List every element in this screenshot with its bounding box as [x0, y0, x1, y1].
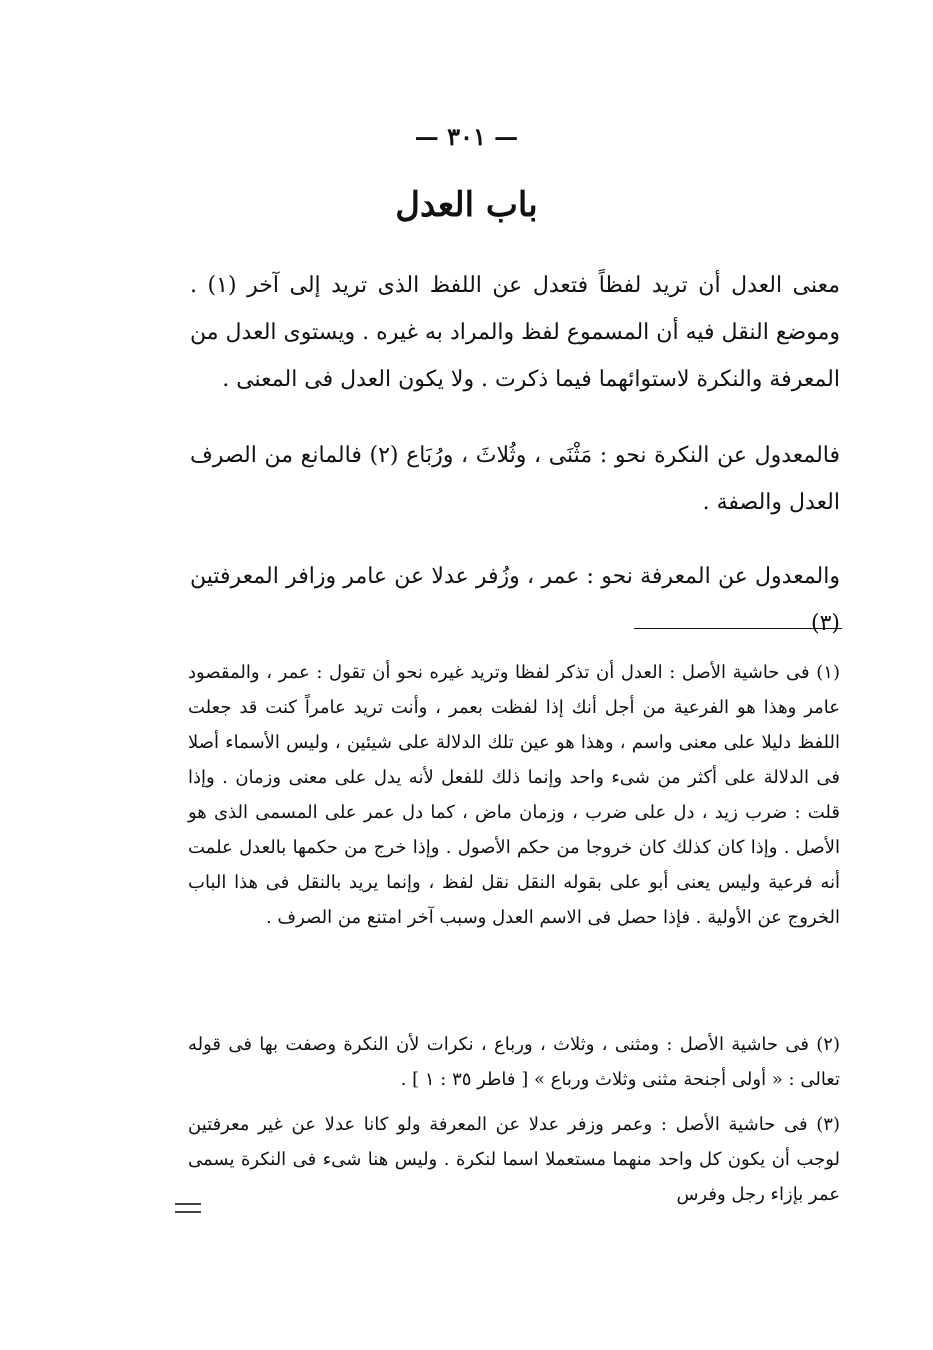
footnote-3: (٣) فى حاشية الأصل : وعمر وزفر عدلا عن المعرفة ولو كانا عدلا عن غير معرفتين لوجب أن يكون كل واحد منهما مستعملا اسما لنكرة . وليس هنا شىء فى النكرة يسمى عمر بإزاء رجل وفرس	[188, 1114, 840, 1205]
footnote-2: (٢) فى حاشية الأصل : ومثنى ، وثلاث ، ورباع ، نكرات لأن النكرة وصفت بها فى قوله تعالى : « أولى أجنحة مثنى وثلاث ورباع » [ فاطر ٣٥ : ١ ] .	[188, 1034, 840, 1090]
footnote-1: (١) فى حاشية الأصل : العدل أن تذكر لفظا وتريد غيره نحو أن تقول : عمر ، والمقصود عامر وهذا هو الفرعية من أجل أنك إذا لفظت بعمر ، وأنت تريد عامراً كنت قد جعلت اللفظ دليلا على معنى واسم ، وهذا هو عين تلك الدلالة على شيئين ، وليس الأسماء أصلا فى الدلالة على أكثر من شىء واحد وإنما ذلك للفعل لأنه يدل على معنى وزمان . وإذا قلت : ضرب زيد ، دل على ضرب ، وزمان ماض ، كما دل عمر على المسمى الذى هو الأصل . وإذا كان كذلك كان خروجا من حكم الأصول . وإذا خرج من حكمها بالعدل علمت أنه فرعية وليس يعنى أبو على بقوله النقل نقل لفظ ، وإنما يريد بالنقل فى هذا الباب الخروج عن الأولية . فإذا حصل فى الاسم العدل وسبب آخر امتنع من الصرف .	[188, 662, 840, 928]
chapter-title: باب العدل	[395, 185, 538, 225]
body-paragraph-2: فالمعدول عن النكرة نحو : مَثْنَى ، وثُلاثَ ، ورُبَاع (٢) فالمانع من الصرف العدل والصفة .	[190, 443, 841, 515]
printer-mark	[175, 1203, 201, 1213]
body-paragraph-1: معنى العدل أن تريد لفظاً فتعدل عن اللفظ الذى تريد إلى آخر (١) . وموضع النقل فيه أن المسموع لفظ والمراد به غيره . ويستوى العدل من المعرفة والنكرة لاستوائهما فيما ذكرت . ولا يكون العدل فى المعنى .	[190, 273, 840, 392]
body-paragraph-3: والمعدول عن المعرفة نحو : عمر ، وزُفر عدلا عن عامر وزافر المعرفتين (٣)	[190, 564, 840, 636]
page-number: — ٣٠١ —	[414, 122, 519, 151]
footnote-divider	[634, 628, 842, 629]
